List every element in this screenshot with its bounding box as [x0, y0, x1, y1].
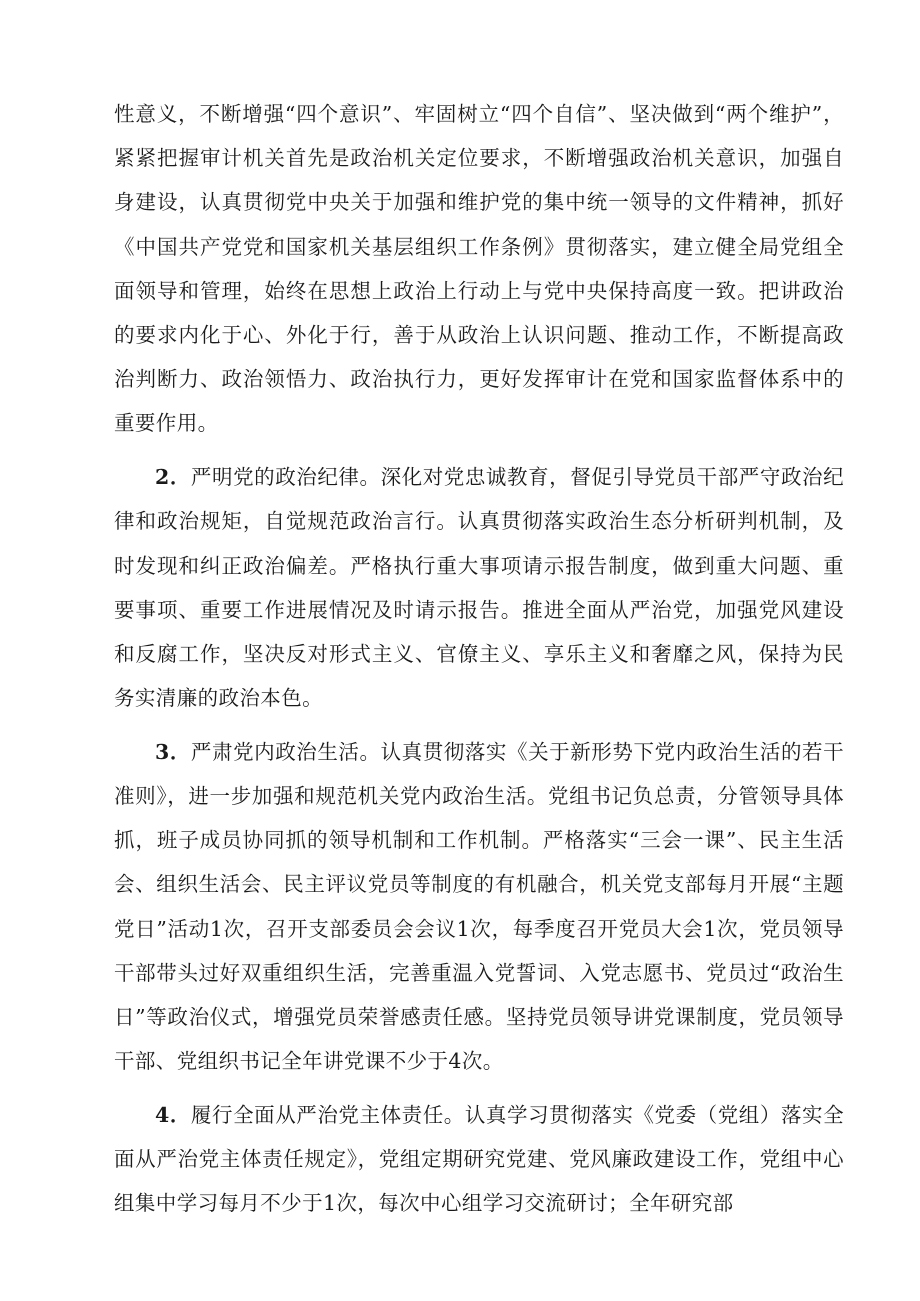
- paragraph-continued: [114, 92, 844, 446]
- paragraph-text: 严肃党内政治生活。认真贯彻落实《关于新形势下党内政治生活的若干准则》，进一步加强和规范机关党内政治生活。党组书记负总责，分管领导具体抓，班子成员协同抓的领导机制和工作机制。严格落实“三会一课”、民主生活会、组织生活会、民主评议党员等制度的有机融合，机关党支部每月开展“主题党日”活动1次，召开支部委员会会议1次，每季度召开党员大会1次，党员领导干部带头过好双重组织生活，完善重温入党誓词、入党志愿书、党员过“政治生日”等政治仪式，增强党员荣誉感责任感。坚持党员领导讲党课制度，党员领导干部、党组织书记全年讲党课不少于4次。: [114, 739, 844, 1074]
- paragraph-number: 2．: [155, 465, 191, 490]
- paragraph-text: 严明党的政治纪律。深化对党忠诚教育，督促引导党员干部严守政治纪律和政治规矩，自觉规范政治言行。认真贯彻落实政治生态分析研判机制，及时发现和纠正政治偏差。严格执行重大事项请示报告制度，做到重大问题、重要事项、重要工作进展情况及时请示报告。推进全面从严治党，加强党风建设和反腐工作，坚决反对形式主义、官僚主义、享乐主义和奢靡之风，保持为民务实清廉的政治本色。: [114, 465, 844, 711]
- paragraph-item-4: [114, 1093, 844, 1226]
- paragraph-text: 性意义，不断增强“四个意识”、牢固树立“四个自信”、坚决做到“两个维护”，紧紧把握审计机关首先是政治机关定位要求，不断增强政治机关意识，加强自身建设，认真贯彻党中央关于加强和维护党的集中统一领导的文件精神，抓好《中国共产党党和国家机关基层组织工作条例》贯彻落实，建立健全局党组全面领导和管理，始终在思想上政治上行动上与党中央保持高度一致。把讲政治的要求内化于心、外化于行，善于从政治上认识问题、推动工作，不断提高政治判断力、政治领悟力、政治执行力，更好发挥审计在党和国家监督体系中的重要作用。: [114, 102, 844, 436]
- paragraph-number: 4．: [155, 1102, 191, 1127]
- document-body: [114, 92, 844, 1235]
- paragraph-item-3: [114, 730, 844, 1084]
- paragraph-item-2: [114, 455, 844, 720]
- paragraph-text: 履行全面从严治党主体责任。认真学习贯彻落实《党委（党组）落实全面从严治党主体责任规定》，党组定期研究党建、党风廉政建设工作，党组中心组集中学习每月不少于1次，每次中心组学习交流研讨；全年研究部: [114, 1102, 844, 1216]
- paragraph-number: 3．: [155, 739, 191, 764]
